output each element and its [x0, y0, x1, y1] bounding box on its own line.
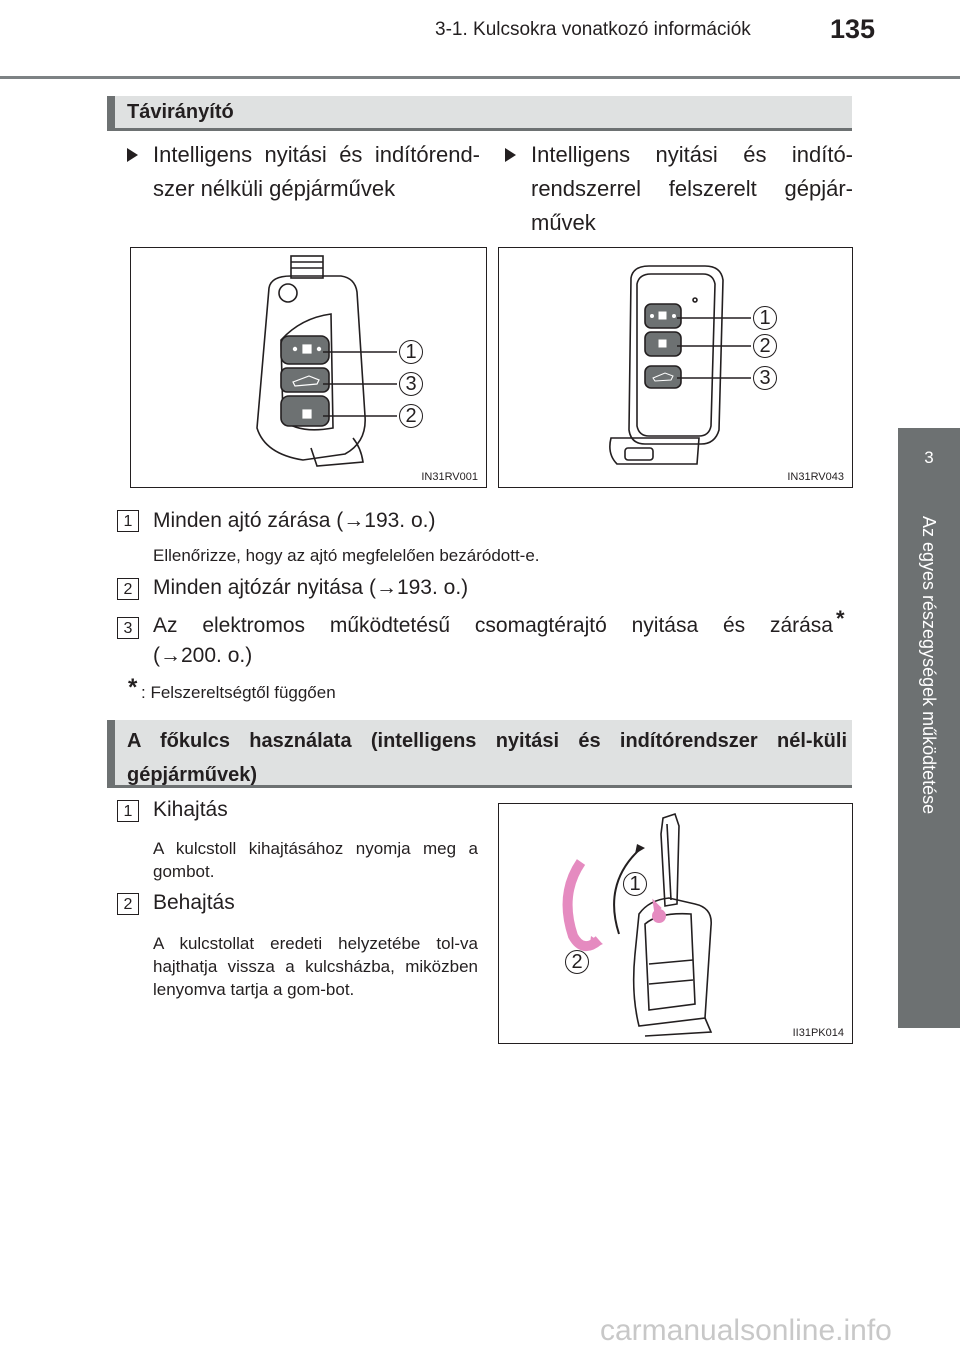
callout-1: 1	[753, 306, 777, 330]
item-note-lock-check: Ellenőrizze, hogy az ajtó megfelelően bezáródott-e.	[153, 546, 540, 565]
figure-key-fold	[498, 803, 853, 1044]
item-title-power-tailgate-ref: (→200. o.)	[153, 644, 253, 667]
chapter-title: 3-1. Kulcsokra vonatkozó információk	[435, 19, 751, 40]
section-heading-remote: Távirányító	[107, 96, 852, 131]
side-tab-label: Az egyes részegységek működtetése	[919, 516, 939, 815]
bullet-left-text: Intelligens nyitási és indítórend-szer nélküli gépjárművek	[153, 142, 480, 201]
running-head	[0, 14, 960, 54]
section-heading-master-key	[107, 720, 852, 788]
bullet-with-smart-key	[531, 138, 853, 240]
callout-3: 3	[399, 372, 423, 396]
item-number-1: 1	[117, 800, 139, 822]
callout-2: 2	[565, 950, 589, 974]
section-heading-master-key-text: A főkulcs használata (intelligens nyitási és indítórendszer nél-küli gépjárművek)	[127, 730, 847, 786]
figure-code: IN31RV001	[421, 471, 478, 483]
callout-2: 2	[753, 334, 777, 358]
figure-code: II31PK014	[792, 1027, 844, 1039]
callout-3: 3	[753, 366, 777, 390]
item-number-1: 1	[117, 510, 139, 532]
item-note-fold: A kulcstollat eredeti helyzetébe tol-va hajthatja vissza a kulcsházba, miközben lenyomva tartja a gom-bot.	[153, 934, 478, 999]
item-title-unlock-all: Minden ajtózár nyitása (→193. o.)	[153, 576, 469, 599]
item-number-3: 3	[117, 617, 139, 639]
item-title-unfold: Kihajtás	[153, 798, 228, 821]
page-number: 135	[830, 14, 876, 44]
item-title-lock-all: Minden ajtó zárása (→193. o.)	[153, 509, 436, 532]
asterisk-mark: *	[836, 606, 845, 631]
side-tab-number: 3	[924, 448, 934, 467]
callout-2: 2	[399, 404, 423, 428]
side-tab-label-wrap	[898, 516, 960, 986]
chapter-side-tab	[898, 428, 960, 1028]
item-title-power-tailgate-text: Az elektromos működtetésű csomagtérajtó nyitása és zárása	[153, 614, 833, 637]
callout-1: 1	[399, 340, 423, 364]
figure-flip-key	[130, 247, 487, 488]
figure-smart-key	[498, 247, 853, 488]
key-fold-illustration	[499, 804, 851, 1042]
figure-code: IN31RV043	[787, 471, 844, 483]
bullet-without-smart-key	[153, 138, 480, 206]
footnote-star: *	[128, 674, 138, 701]
header-rule	[0, 76, 960, 79]
footnote-text: : Felszereltségtől függően	[141, 683, 336, 702]
smart-key-illustration	[499, 248, 851, 486]
item-number-2: 2	[117, 893, 139, 915]
item-note-unfold: A kulcstoll kihajtásához nyomja meg a gombot.	[153, 839, 478, 881]
bullet-triangle-icon	[505, 148, 516, 162]
item-number-2: 2	[117, 578, 139, 600]
watermark: carmanualsonline.info	[600, 1314, 892, 1347]
bullet-triangle-icon	[127, 148, 138, 162]
item-title-power-tailgate	[153, 614, 833, 638]
callout-1: 1	[623, 872, 647, 896]
item-title-fold: Behajtás	[153, 891, 235, 914]
flip-key-illustration	[131, 248, 485, 486]
bullet-right-text: Intelligens nyitási és indító-rendszerrel felszerelt gépjár-művek	[531, 142, 853, 235]
